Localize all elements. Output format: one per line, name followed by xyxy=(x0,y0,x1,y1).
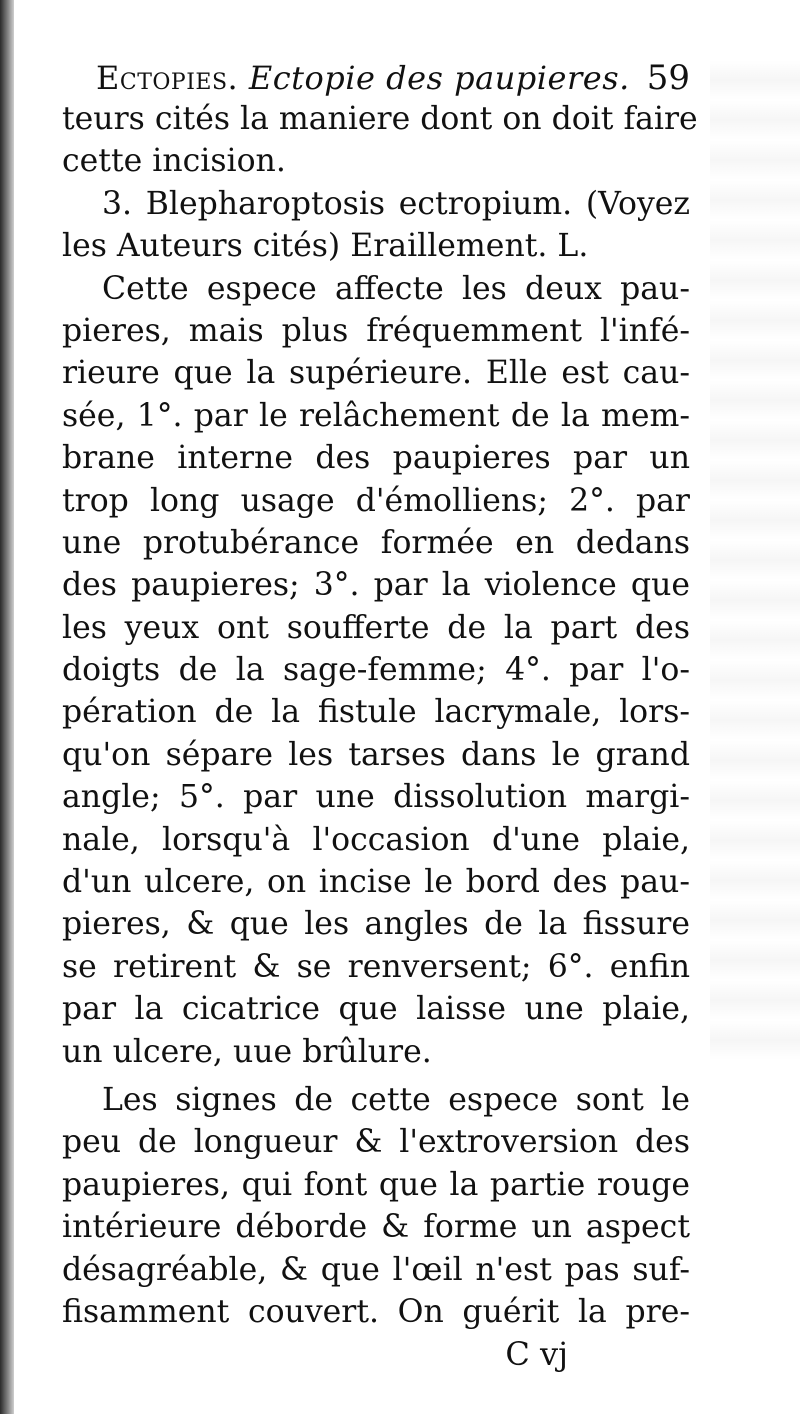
text-line: angle; 5°. par une dissolution margi- xyxy=(62,779,690,816)
text-line: teurs cités la maniere dont on doit faire xyxy=(62,101,698,137)
text-line: désagréable, & que l'œil n'est pas suf- xyxy=(62,1251,690,1288)
text-line: par la cicatrice que laisse une plaie, xyxy=(62,991,690,1028)
signature-mark: C vj xyxy=(505,1335,568,1374)
text-line: des paupieres; 3°. par la violence que xyxy=(62,567,690,604)
text-line: une protubérance formée en dedans xyxy=(62,524,690,561)
text-line: fisamment couvert. On guérit la pre- xyxy=(62,1293,690,1330)
text-line: paupieres, qui font que la partie rouge xyxy=(62,1166,690,1203)
running-head-subject: Ectopie des paupieres. xyxy=(248,59,630,97)
text-line: rieure que la supérieure. Elle est cau- xyxy=(62,355,690,392)
text-line: nale, lorsqu'à l'occasion d'une plaie, xyxy=(62,821,690,858)
text-line: sée, 1°. par le relâchement de la mem- xyxy=(62,397,690,434)
text-line: pération de la fistule lacrymale, lors- xyxy=(62,694,690,731)
text-line: les Auteurs cités) Eraillement. L. xyxy=(62,228,589,265)
text-line: un ulcere, uue brûlure. xyxy=(62,1033,432,1070)
page-number: 59 xyxy=(646,58,690,98)
text-line: peu de longueur & l'extroversion des xyxy=(62,1124,690,1161)
body-text xyxy=(62,98,698,1333)
text-line: 3. Blepharoptosis ectropium. (Voyez xyxy=(102,185,690,222)
text-line: se retirent & se renversent; 6°. enfin xyxy=(62,948,690,985)
running-head xyxy=(62,58,690,98)
text-line: doigts de la sage-femme; 4°. par l'o- xyxy=(62,652,690,689)
text-line: d'un ulcere, on incise le bord des pau- xyxy=(62,864,690,901)
text-line: Les signes de cette espece sont le xyxy=(102,1081,690,1118)
running-head-title xyxy=(96,58,630,98)
text-line: brane interne des paupieres par un xyxy=(62,440,690,477)
book-page xyxy=(62,58,698,1375)
text-line: intérieure déborde & forme un aspect xyxy=(62,1209,690,1246)
text-line: pieres, & que les angles de la fissure xyxy=(62,906,690,943)
text-line: cette incision. xyxy=(62,143,286,180)
text-line: qu'on sépare les tarses dans le grand xyxy=(62,736,690,773)
text-line: Cette espece affecte les deux pau- xyxy=(102,270,690,307)
text-line: les yeux ont soufferte de la part des xyxy=(62,609,690,646)
running-head-section: Ectopies. xyxy=(96,59,239,97)
text-line: pieres, mais plus fréquemment l'infé- xyxy=(62,312,690,349)
text-line: trop long usage d'émolliens; 2°. par xyxy=(62,482,690,519)
scan-binding-edge xyxy=(0,0,14,1414)
show-through-bleed xyxy=(710,60,800,1060)
